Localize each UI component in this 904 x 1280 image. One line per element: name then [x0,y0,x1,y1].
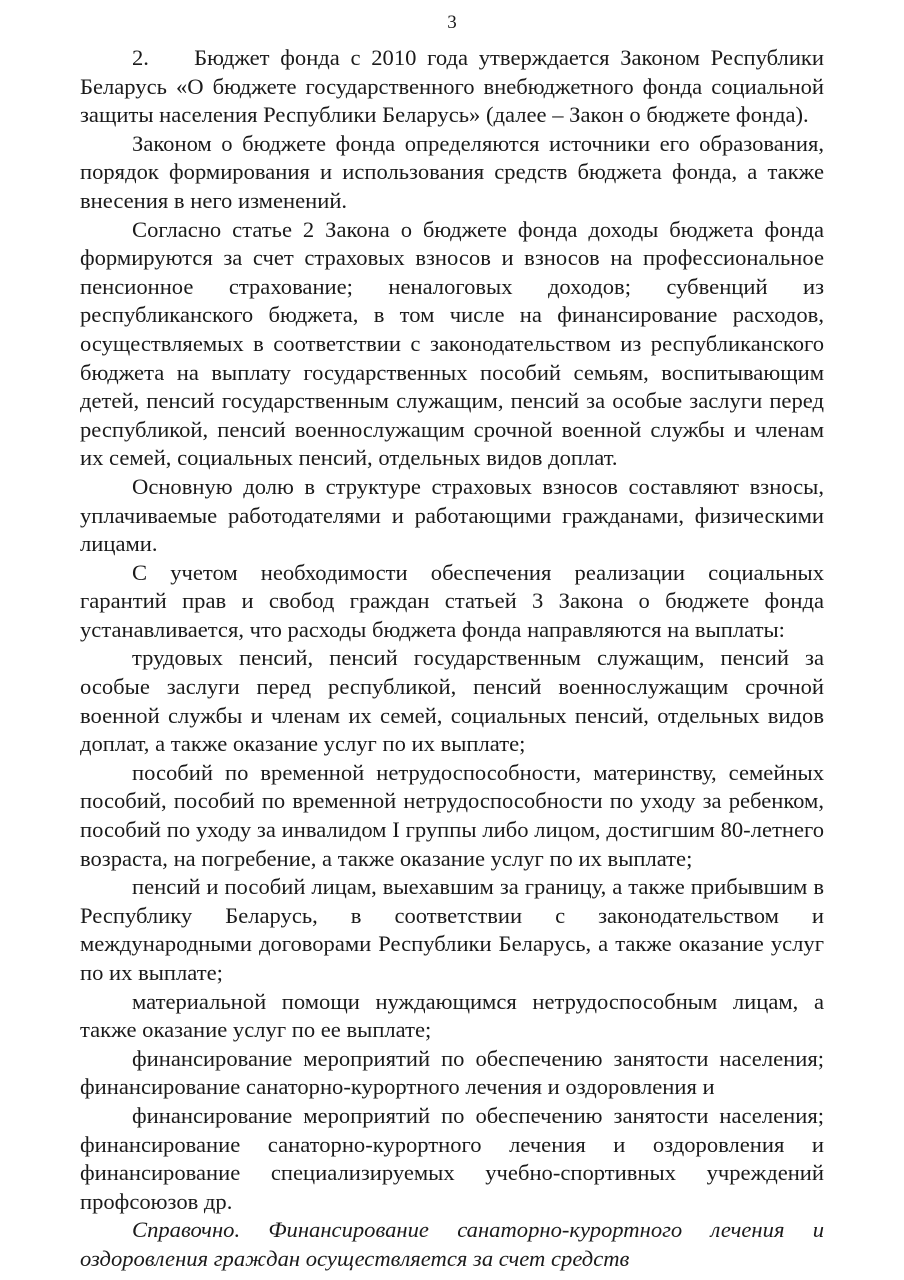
list-item-abroad: пенсий и пособий лицам, выехавшим за границу, а также прибывшим в Республику Беларусь, в соответствии с законодательством и международными договорами Республики Беларусь, а также оказание услуг по их выплате; [80,874,824,985]
paragraph-revenues: Согласно статье 2 Закона о бюджете фонда доходы бюджета фонда формируются за счет страховых взносов и взносов на профессиональное пенсионное страхование; неналоговых доходов; субвенций из республиканского бюджета, в том числе на финансирование расходов, осуществляемых в соответствии с законодательством из республиканского бюджета на выплату государственных пособий семьям, воспитывающим детей, пенсий государственным служащим, пенсий за особые заслуги перед республикой, пенсий военнослужащим срочной военной службы и членам их семей, социальных пенсий, отдельных видов доплат. [80,216,824,471]
list-item-employment-1: финансирование мероприятий по обеспечению занятости населения; финансирование санаторно-курортного лечения и оздоровления и [80,1045,824,1100]
page-number: 3 [447,12,457,33]
paragraph-budget-law: 2. Бюджет фонда с 2010 года утверждается Законом Республики Беларусь «О бюджете государственного внебюджетного фонда социальной защиты населения Республики Беларусь» (далее – Закон о бюджете фонда). [80,45,824,128]
paragraph-insurance-share: Основную долю в структуре страховых взносов составляют взносы, уплачиваемые работодателями и работающими гражданами, физическими лицами. [80,473,824,557]
paragraph-expenses-intro: С учетом необходимости обеспечения реализации социальных гарантий прав и свобод граждан статьей 3 Закона о бюджете фонда устанавливается, что расходы бюджета фонда направляются на выплаты: [80,559,824,642]
paragraph-law-defines: Законом о бюджете фонда определяются источники его образования, порядок формирования и использования средств бюджета фонда, а также внесения в него изменений. [80,130,824,213]
list-item-material-aid: материальной помощи нуждающимся нетрудоспособным лицам, а также оказание услуг по ее выплате; [80,988,824,1043]
list-item-pensions: трудовых пенсий, пенсий государственным служащим, пенсий за особые заслуги перед республикой, пенсий военнослужащим срочной военной службы и членам их семей, социальных пенсий, отдельных видов доплат, а также оказание услуг по их выплате; [80,645,824,757]
list-item-benefits: пособий по временной нетрудоспособности, материнству, семейных пособий, пособий по временной нетрудоспособности по уходу за ребенком, пособий по уходу за инвалидом I группы либо лицом, достигшим 80-летнего возраста, на погребение, а также оказание услуг по их выплате; [80,759,824,871]
document-body [80,44,824,1274]
reference-note: Справочно. Финансирование санаторно-курортного лечения и оздоровления граждан осуществляется за счет средств [80,1217,824,1271]
list-item-employment-2: финансирование мероприятий по обеспечению занятости населения; финансирование санаторно-курортного лечения и оздоровления и финансирование специализируемых учебно-спортивных учреждений профсоюзов др. [80,1102,824,1214]
